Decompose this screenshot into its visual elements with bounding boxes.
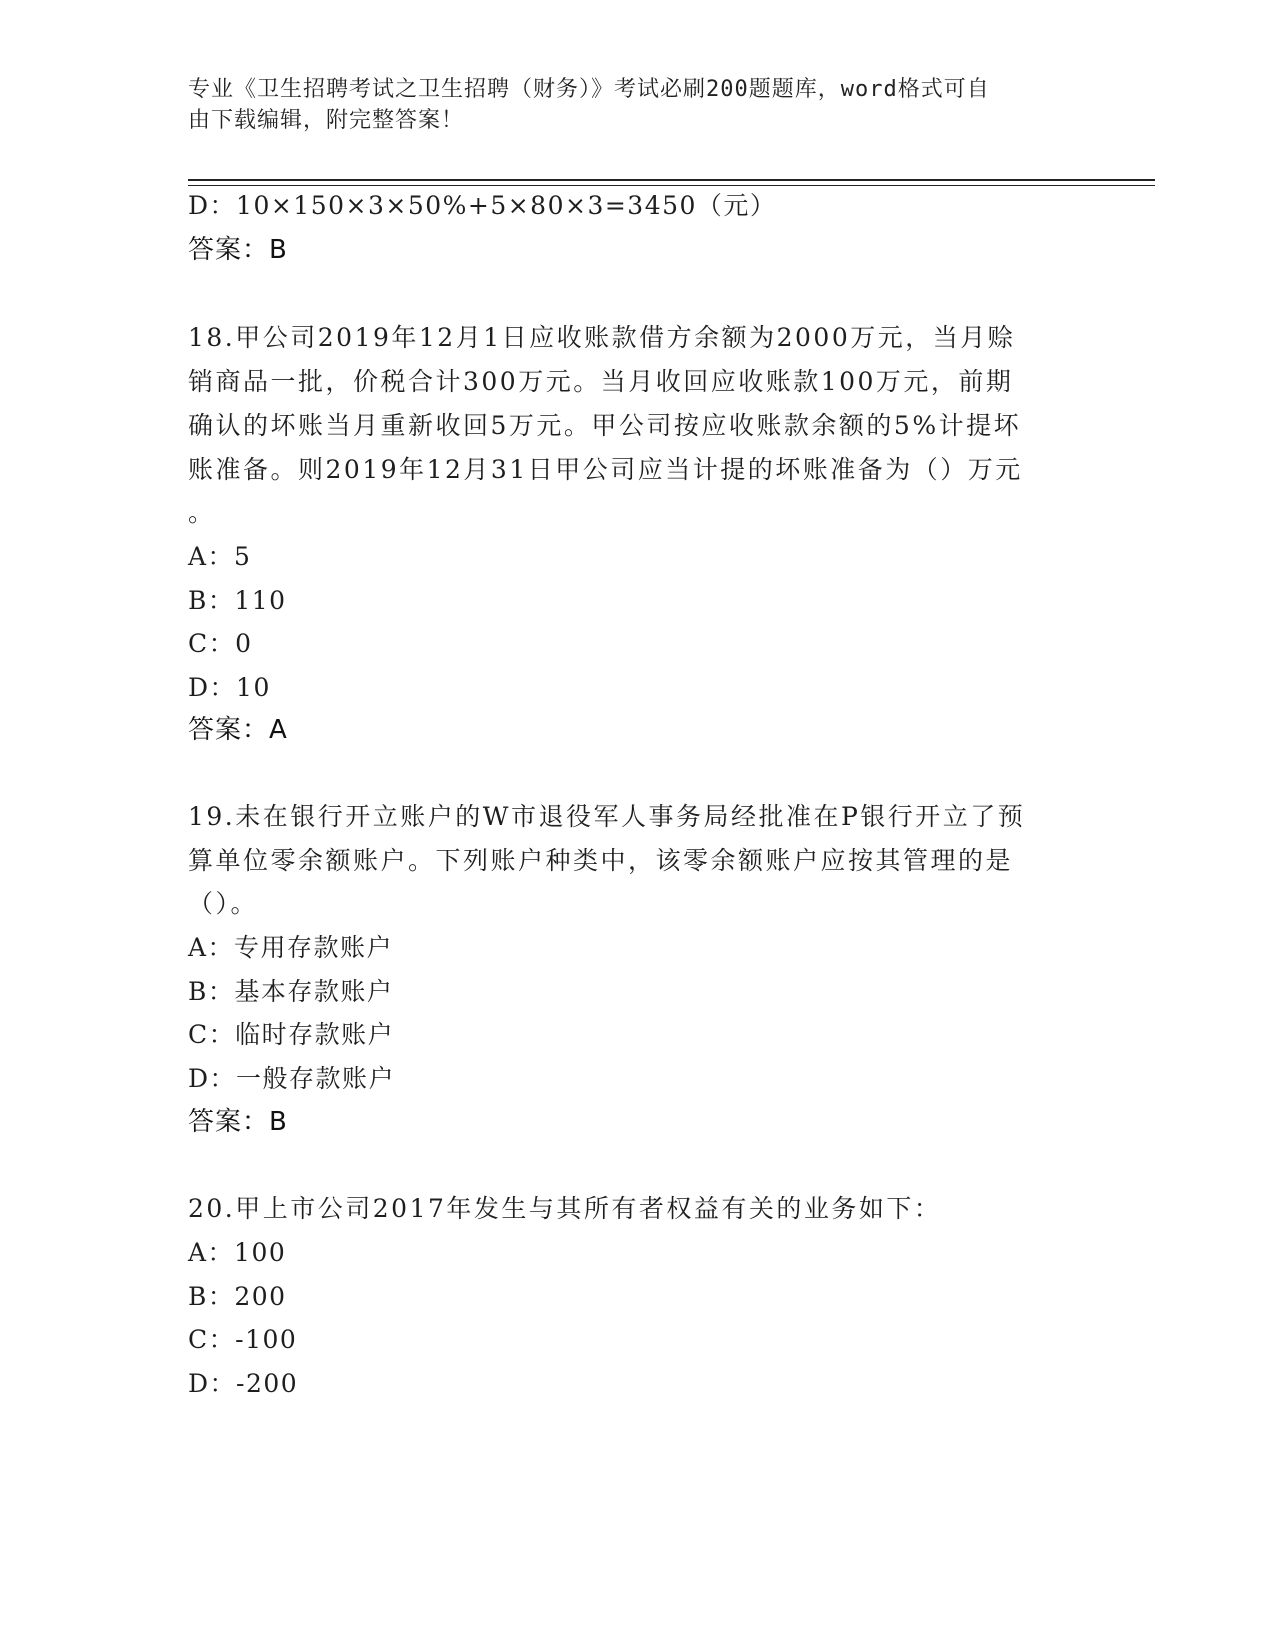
q18-option-b: B：110 [188,586,287,615]
q20-option-c: C：-100 [188,1325,298,1354]
header-line: 专业《卫生招聘考试之卫生招聘（财务）》考试必刷200题题库，word格式可自 [188,77,990,102]
q18-option-c: C：0 [188,629,253,658]
q19-stem-line: 19.未在银行开立账户的W市退役军人事务局经批准在P银行开立了预 [188,802,1026,831]
header-line: 由下载编辑，附完整答案！ [188,108,465,133]
q18-answer: 答案：A [188,715,288,745]
header-divider [188,179,1155,181]
q18-stem-line: 18.甲公司2019年12月1日应收账款借方余额为2000万元，当月赊 [188,323,1016,352]
q17-option-d: D：10×150×3×50%+5×80×3=3450（元） [188,191,777,220]
q18-option-a: A：5 [188,542,252,571]
q19-option-b: B：基本存款账户 [188,977,394,1006]
q19-answer: 答案：B [188,1107,288,1137]
document-header [188,74,1068,136]
q20-option-d: D：-200 [188,1369,299,1398]
q19-stem-line: （）。 [188,889,259,918]
q18-stem-line: 销商品一批，价税合计300万元。当月收回应收账款100万元，前期 [188,367,1014,396]
q18-stem-line: 确认的坏账当月重新收回5万元。甲公司按应收账款余额的5%计提坏 [188,411,1022,440]
q19-option-c: C：临时存款账户 [188,1020,395,1049]
q18-stem-line: 。 [188,498,216,527]
q20-stem-line: 20.甲上市公司2017年发生与其所有者权益有关的业务如下： [188,1194,942,1223]
q20-option-a: A：100 [188,1238,287,1267]
q20-option-b: B：200 [188,1282,287,1311]
q19-stem-line: 算单位零余额账户。下列账户种类中，该零余额账户应按其管理的是 [188,846,1014,875]
q19-option-d: D：一般存款账户 [188,1064,396,1093]
q17-answer: 答案：B [188,235,288,265]
q18-stem-line: 账准备。则2019年12月31日甲公司应当计提的坏账准备为（）万元 [188,455,1023,484]
q19-option-a: A：专用存款账户 [188,933,394,962]
q18-option-d: D：10 [188,673,271,702]
